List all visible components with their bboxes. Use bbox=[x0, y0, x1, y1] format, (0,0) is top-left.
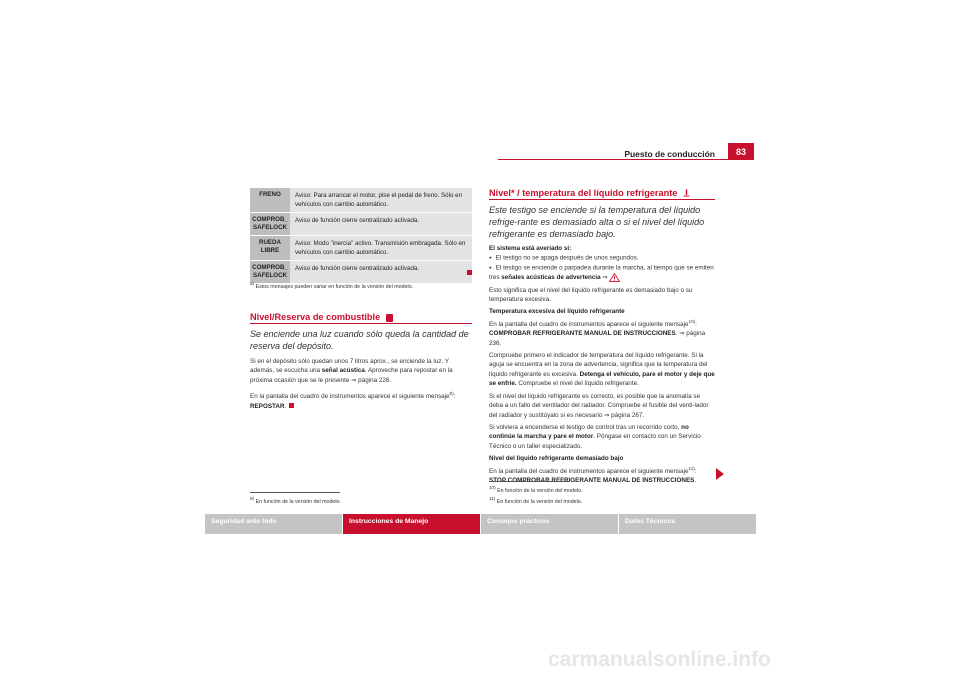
text: : bbox=[695, 320, 697, 328]
header-rule bbox=[498, 159, 754, 160]
bold-text: señal acústica bbox=[321, 367, 365, 375]
page-header-title: Puesto de conducción bbox=[624, 149, 715, 159]
message-key: COMPROB_ SAFELOCK bbox=[250, 213, 290, 235]
footnote-rule bbox=[250, 492, 340, 493]
text: Compruebe primero el indicador de temperatura del líquido refrigerante. Si la aguja se encuentra en la zona de advertencia, significa que la temperatura del líquido refrigerante es excesiva. bbox=[489, 352, 708, 378]
text: . ⇒ página 236. bbox=[489, 330, 706, 347]
footnote-text: En función de la versión del modelo. bbox=[497, 487, 583, 494]
next-page-arrow-icon[interactable] bbox=[716, 468, 724, 480]
page-number: 83 bbox=[728, 143, 754, 160]
tab-seguridad[interactable]: Seguridad ante todo bbox=[205, 514, 342, 534]
message-key: COMPROB_ SAFELOCK bbox=[250, 261, 290, 283]
footnote bbox=[489, 484, 583, 495]
text: El testigo se enciende o parpadea durante la marcha, al tiempo que se emiten tres bbox=[489, 264, 714, 282]
footnote-mark: 10) bbox=[489, 485, 496, 490]
text: Si en el depósito sólo quedan unos 7 litros aprox., se enciende la luz. Y además, se escucha una bbox=[250, 358, 449, 375]
paragraph bbox=[489, 351, 715, 389]
tab-datos-tecnicos[interactable]: Datos Técnicos bbox=[619, 514, 756, 534]
text: Compruebe el nivel del líquido refrigerante. bbox=[516, 380, 639, 388]
message-description: Aviso de función cierre centralizado activada. bbox=[290, 261, 472, 283]
footnote-ref: 11) bbox=[688, 465, 695, 471]
subheading: Nivel del líquido refrigerante demasiado bajo bbox=[489, 455, 624, 463]
bold-text: STOP COMPROBAR REFRIGERANTE MANUAL DE INSTRUCCIONES bbox=[489, 477, 695, 485]
paragraph bbox=[489, 423, 715, 451]
message-key: FRENO bbox=[250, 188, 290, 212]
footnote-text: En función de la versión del modelo. bbox=[496, 498, 583, 505]
text: . bbox=[284, 402, 287, 410]
text: ⇒ bbox=[600, 274, 610, 282]
message-description: Aviso: Modo "inercia" activo. Transmisión embragada. Sólo en vehículos con cambio automático. bbox=[290, 236, 472, 260]
section-end-marker bbox=[289, 403, 294, 408]
table-row bbox=[250, 213, 472, 236]
footnote bbox=[489, 495, 583, 506]
footnote-ref: 9) bbox=[449, 391, 454, 396]
message-key: RUEDA LIBRE bbox=[250, 236, 290, 260]
table-row bbox=[250, 188, 472, 213]
bold-text: Detenga el vehículo, pare el motor y deje que se enfríe. bbox=[489, 370, 715, 388]
section-rule bbox=[489, 199, 715, 200]
paragraph: Esto significa que el nivel del líquido refrigerante es demasiado bajo o su temperatura excesiva. bbox=[489, 286, 693, 303]
list-item: ● El testigo no se apaga después de unos segundos. bbox=[489, 253, 715, 263]
paragraph: Si el nivel del líquido refrigerante es correcto, es posible que la anomalía se deba a un fallo del ventilador del radiador. Compruebe el fusible del venti-lador del radiador y sustitúyalo si es necesario ⇒ página 267. bbox=[489, 392, 709, 419]
footnote-mark: 9) bbox=[250, 496, 255, 501]
text: En la pantalla del cuadro de instrumentos aparece el siguiente mensaje bbox=[489, 467, 689, 475]
bold-text: COMPROBAR REFRIGERANTE MANUAL DE INSTRUCCIONES bbox=[489, 330, 676, 338]
text: En la pantalla del cuadro de instrumentos aparece el siguiente mensaje bbox=[250, 393, 450, 401]
coolant-section-title-text: Nivel* / temperatura del líquido refrigerante bbox=[489, 188, 678, 198]
tab-consejos[interactable]: Consejos prácticos bbox=[481, 514, 618, 534]
footnote-ref: 10) bbox=[688, 318, 696, 324]
text: : bbox=[694, 467, 697, 475]
fuel-pump-icon bbox=[386, 314, 393, 322]
subheading: Temperatura excesiva del líquido refrigerante bbox=[489, 308, 625, 316]
bold-text: no continúe la marcha y pare el motor bbox=[489, 423, 689, 441]
footnote-rule bbox=[489, 481, 569, 482]
paragraph bbox=[489, 464, 715, 486]
message-description: Aviso: Para arrancar el motor, pise el pedal de freno. Sólo en vehículos con cambio automático. bbox=[290, 188, 472, 212]
fuel-paragraph-1 bbox=[250, 357, 472, 385]
tab-instrucciones[interactable]: Instrucciones de Manejo bbox=[343, 514, 480, 534]
table-row bbox=[250, 236, 472, 261]
bold-text: señales acústicas de advertencia bbox=[501, 274, 601, 282]
messages-table bbox=[250, 188, 472, 284]
fuel-section-title-text: Nivel/Reserva de combustible bbox=[250, 312, 381, 322]
footnote-text: En función de la versión del modelo. bbox=[255, 498, 341, 505]
section-rule bbox=[250, 323, 472, 324]
text: En la pantalla del cuadro de instrumentos aparece el siguiente mensaje bbox=[489, 320, 689, 328]
footnote-mark: 11) bbox=[489, 495, 496, 501]
text: . Aproveche para repostar en la próxima ocasión que se le presente ⇒ página 226. bbox=[250, 367, 453, 384]
table-footnote bbox=[250, 281, 413, 290]
coolant-body bbox=[489, 244, 715, 485]
fuel-section-subtitle: Se enciende una luz cuando sólo queda la cantidad de reserva del depósito. bbox=[250, 329, 469, 351]
fuel-footnote bbox=[250, 495, 341, 506]
text: : bbox=[453, 393, 456, 401]
thermometer-icon bbox=[683, 189, 690, 198]
paragraph bbox=[489, 317, 715, 348]
subheading: El sistema está averiado si: bbox=[489, 245, 572, 252]
section-end-marker bbox=[467, 270, 472, 275]
list-item: ● El testigo se enciende o parpadea durante la marcha, al tiempo que se emiten tres señales acústicas de advertencia ⇒ . bbox=[489, 263, 715, 282]
coolant-section-subtitle: Este testigo se enciende si la temperatura del líquido refrige-rante es demasiado alta o si el nivel del líquido refrigerante es demasiado bajo. bbox=[489, 205, 705, 239]
text: . Póngase en contacto con un Servicio Técnico o un taller especializado. bbox=[489, 433, 701, 450]
coolant-section-title bbox=[489, 188, 690, 198]
text: . bbox=[694, 477, 697, 485]
watermark: carmanualsonline.info bbox=[548, 648, 771, 671]
footnote-mark: a) bbox=[250, 281, 255, 286]
coolant-footnotes bbox=[489, 484, 583, 506]
fuel-paragraph-2 bbox=[250, 389, 472, 411]
footer-nav bbox=[205, 514, 757, 534]
bold-text: REPOSTAR bbox=[250, 402, 285, 410]
bullet-marker bbox=[489, 265, 496, 272]
warning-triangle-icon bbox=[609, 273, 620, 282]
message-description: Aviso de función cierre centralizado activada. bbox=[290, 213, 472, 235]
fuel-section-title bbox=[250, 312, 393, 322]
footnote-text: Estos mensajes pueden variar en función de la versión del modelo. bbox=[255, 283, 414, 290]
text: Si volviera a encenderse el testigo de control tras un recorrido corto, bbox=[489, 423, 682, 431]
